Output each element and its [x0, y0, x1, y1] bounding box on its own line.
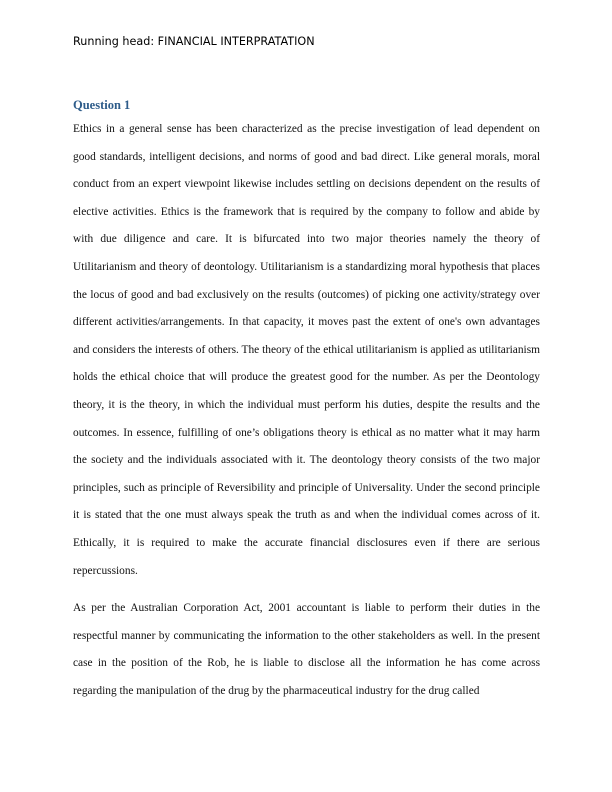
question-heading: Question 1 [73, 98, 131, 112]
paragraph-ethics: Ethics in a general sense has been characterized as the precise investigation of lead dependent on good standards, intelligent decisions, and norms of good and bad direct. Like general morals, moral conduct from an expert viewpoint likewise includes settling on decisions dependent on the results of elective activities. Ethics is the framework that is required by the company to follow and abide by with due diligence and care. It is bifurcated into two major theories namely the theory of Utilitarianism and theory of deontology. Utilitarianism is a standardizing moral hypothesis that places the locus of good and bad exclusively on the results (outcomes) of picking one activity/strategy over different activities/arrangements. In that capacity, it moves past the extent of one's own advantages and considers the interests of others. The theory of the ethical utilitarianism is applied as utilitarianism holds the ethical choice that will produce the greatest good for the number. As per the Deontology theory, it is the theory, in which the individual must perform his duties, despite the results and the outcomes. In essence, fulfilling of one’s obligations theory is ethical as no matter what it may harm the society and the individuals associated with it. The deontology theory consists of the two major principles, such as principle of Reversibility and principle of Universality. Under the second principle it is stated that the one must always speak the truth as and when the individual comes across of it. Ethically, it is required to make the accurate financial disclosures even if there are serious repercussions. [73, 123, 540, 577]
document-body [73, 96, 540, 715]
running-head: Running head: FINANCIAL INTERPRATATION [73, 35, 315, 48]
paragraph-corporation-act: As per the Australian Corporation Act, 2001 accountant is liable to perform their duties in the respectful manner by communicating the information to the other stakeholders as well. In the present case in the position of the Rob, he is liable to disclose all the information he has come across regarding the manipulation of the drug by the pharmaceutical industry for the drug called [73, 602, 540, 697]
